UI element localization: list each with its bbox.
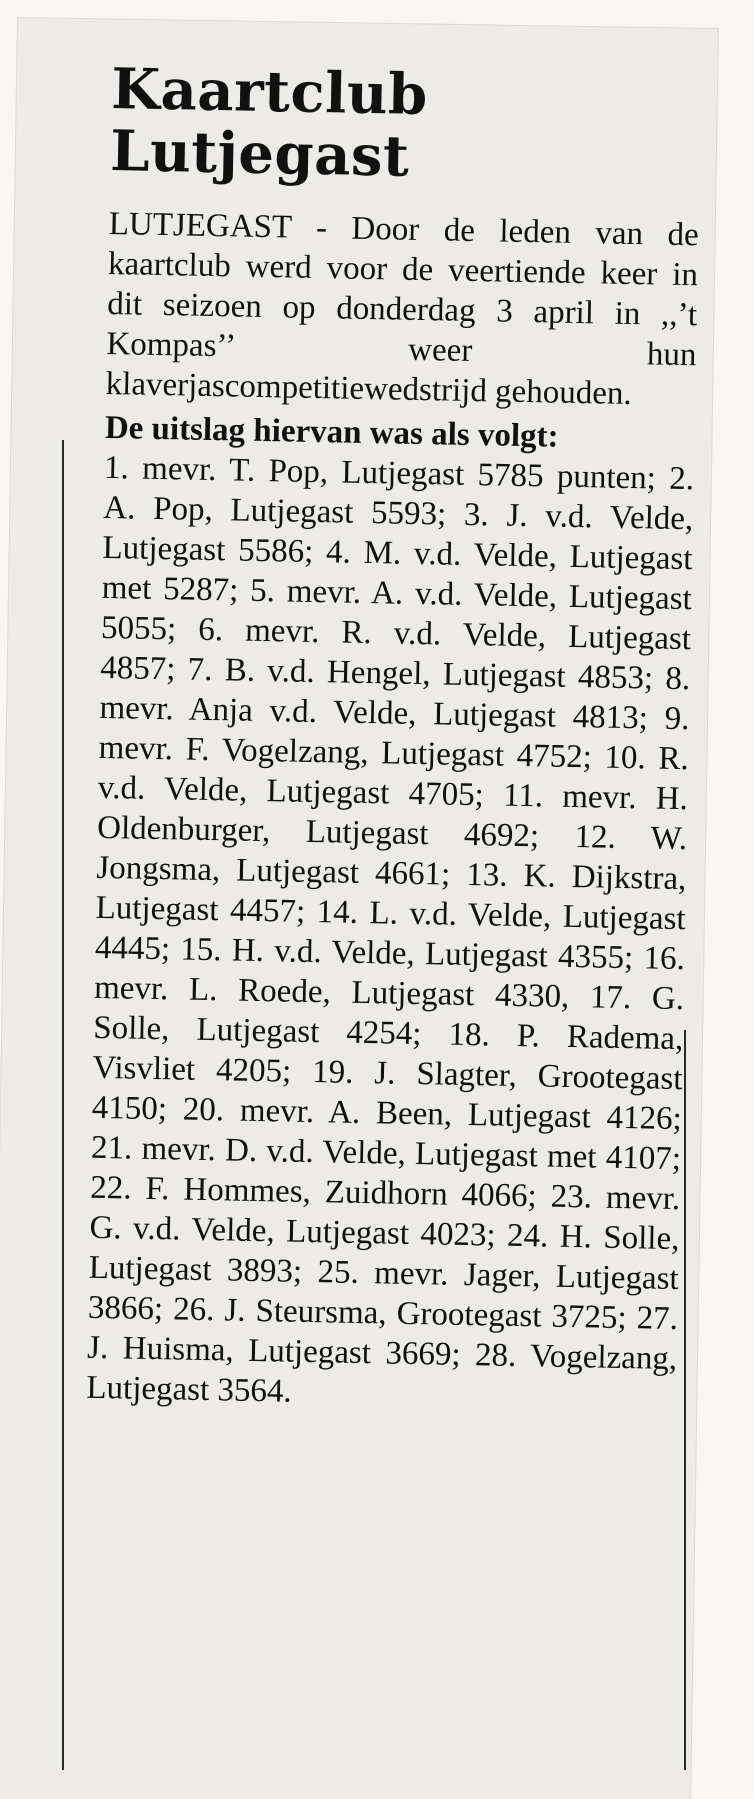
results-subhead: De uitslag hiervan was als volgt: (104, 409, 559, 455)
article-lead: LUTJEGAST - Door de leden van de kaartclub werd voor de veertiende keer in dit seizoen op donderdag 3 april in ,,’t Kompas’’ weer hun klaverjascompetitiewedstrijd gehouden. (105, 205, 700, 413)
column-rule-right (684, 1030, 686, 1770)
headline-line-1: Kaartclub (110, 56, 429, 129)
article-headline (110, 58, 702, 193)
results-list: 1. mevr. T. Pop, Lutjegast 5785 punten; 2. A. Pop, Lutjegast 5593; 3. J. v.d. Velde, Lutjegast 5586; 4. M. v.d. Velde, Lutjegast met 5287; 5. mevr. A. v.d. Velde, Lutjegast 5055; 6. mevr. R. v.d. Velde, Lutjegast 4857; 7. B. v.d. Hengel, Lutjegast 4853; 8. mevr. Anja v.d. Velde, Lutjegast 4813; 9. mevr. F. Vogelzang, Lutjegast 4752; 10. R. v.d. Velde, Lutjegast 4705; 11. mevr. H. Oldenburger, Lutjegast 4692; 12. W. Jongsma, Lutjegast 4661; 13. K. Dijkstra, Lutjegast 4457; 14. L. v.d. Velde, Lutjegast 4445; 15. H. v.d. Velde, Lutjegast 4355; 16. mevr. L. Roede, Lutjegast 4330, 17. G. Solle, Lutjegast 4254; 18. P. Radema, Visvliet 4205; 19. J. Slagter, Grootegast 4150; 20. mevr. A. Been, Lutjegast 4126; 21. mevr. D. v.d. Velde, Lutjegast met 4107; 22. F. Hommes, Zuidhorn 4066; 23. mevr. G. v.d. Velde, Lutjegast 4023; 24. H. Solle, Lutjegast 3893; 25. mevr. Jager, Lutjegast 3866; 26. J. Steursma, Grootegast 3725; 27. J. Huisma, Lutjegast 3669; 28. Vogelzang, Lutjegast 3564. (86, 449, 695, 1410)
article-body (86, 204, 699, 1419)
headline-line-2: Lutjegast (109, 117, 410, 190)
column-rule-left (62, 440, 64, 1770)
article (86, 58, 702, 1419)
